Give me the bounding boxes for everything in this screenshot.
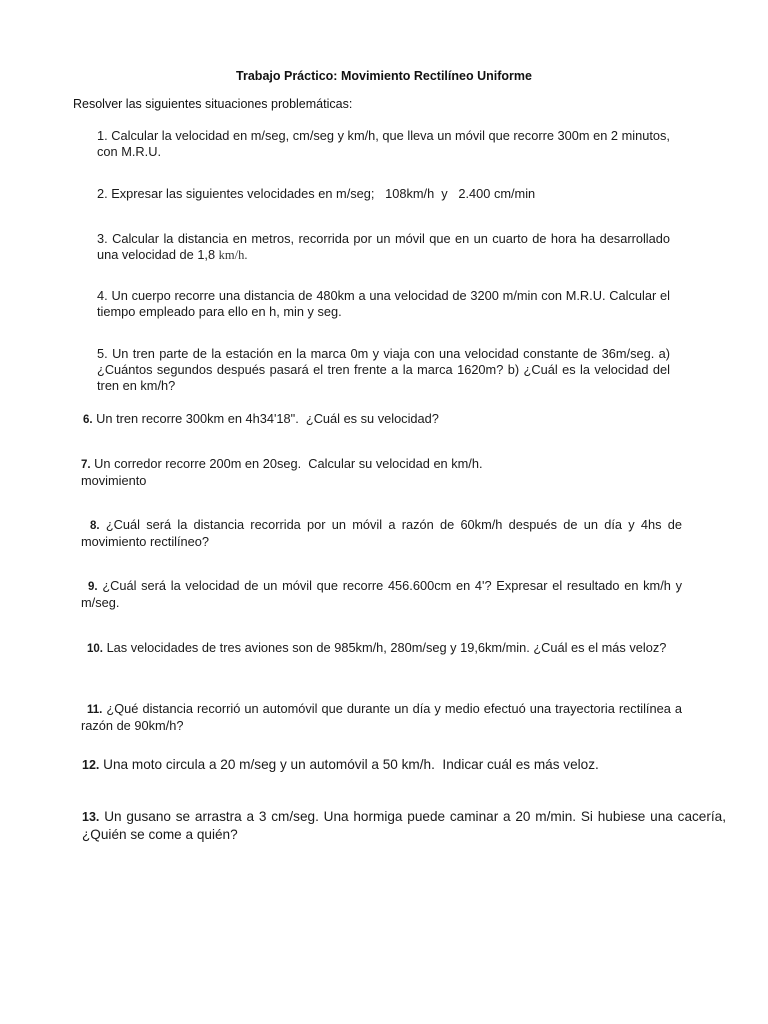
problem-number: 1.	[97, 128, 108, 143]
problem-3	[97, 231, 670, 263]
problem-text: Un corredor recorre 200m en 20seg. Calcular su velocidad en km/h.	[94, 456, 483, 471]
problem-2	[97, 186, 670, 202]
problem-11	[81, 701, 682, 734]
problem-6	[83, 411, 672, 428]
problem-8	[81, 517, 682, 550]
problem-number: 2.	[97, 186, 108, 201]
problem-number: 11.	[87, 704, 103, 716]
problem-text: Las velocidades de tres aviones son de 985km/h, 280m/seg y 19,6km/min. ¿Cuál es el más veloz?	[106, 640, 667, 655]
problem-number: 5.	[97, 346, 108, 361]
problem-text: Calcular la velocidad en m/seg, cm/seg y km/h, que lleva un móvil que recorre 300m en 2 minutos, con M.R.U.	[97, 128, 670, 159]
problem-text: Un tren recorre 300km en 4h34'18". ¿Cuál es su velocidad?	[96, 411, 439, 426]
problem-9	[81, 578, 682, 611]
problem-text: Calcular la distancia en metros, recorrida por un móvil que en un cuarto de hora ha desarrollado una velocidad de 1,8	[97, 231, 670, 262]
problem-number: 8.	[90, 520, 100, 532]
problem-1	[97, 128, 670, 160]
problem-4	[97, 288, 670, 320]
problem-unit: km/h.	[218, 248, 248, 262]
problem-7	[81, 456, 670, 489]
problem-number: 7.	[81, 459, 91, 471]
intro-text: Resolver las siguientes situaciones problemáticas:	[73, 97, 353, 111]
problem-number: 3.	[97, 231, 108, 246]
problem-number: 10.	[87, 643, 103, 655]
problem-number: 9.	[88, 581, 98, 593]
problem-text: Expresar las siguientes velocidades en m/seg; 108km/h y 2.400 cm/min	[111, 186, 536, 201]
problem-number: 6.	[83, 414, 93, 426]
problem-text: ¿Qué distancia recorrió un automóvil que durante un día y medio efectuó una trayectoria rectilínea a razón de 90km/h?	[81, 701, 682, 733]
problem-text-line2: movimiento	[81, 473, 147, 488]
problem-text: Un cuerpo recorre una distancia de 480km a una velocidad de 3200 m/min con M.R.U. Calcular el tiempo empleado para ello en h, min y seg.	[97, 288, 670, 319]
problem-number: 12.	[82, 758, 100, 772]
problem-text: ¿Cuál será la velocidad de un móvil que recorre 456.600cm en 4'? Expresar el resultado en km/h y m/seg.	[81, 578, 682, 610]
problem-12	[82, 756, 726, 774]
problem-13	[82, 808, 726, 843]
problem-5	[97, 346, 670, 394]
problem-number: 4.	[97, 288, 108, 303]
problem-number: 13.	[82, 810, 100, 824]
document-title: Trabajo Práctico: Movimiento Rectilíneo Uniforme	[236, 69, 532, 83]
problem-text: Un tren parte de la estación en la marca 0m y viaja con una velocidad constante de 36m/seg. a) ¿Cuántos segundos después pasará el tren frente a la marca 1620m? b) ¿Cuál es la velocidad del tren en km/h?	[97, 346, 671, 393]
problem-text: Un gusano se arrastra a 3 cm/seg. Una hormiga puede caminar a 20 m/min. Si hubiese una cacería, ¿Quién se come a quién?	[82, 809, 726, 842]
problem-10	[81, 640, 682, 657]
problem-text: Una moto circula a 20 m/seg y un automóvil a 50 km/h. Indicar cuál es más veloz.	[103, 757, 599, 772]
problem-text: ¿Cuál será la distancia recorrida por un móvil a razón de 60km/h después de un día y 4hs de movimiento rectilíneo?	[81, 517, 682, 549]
